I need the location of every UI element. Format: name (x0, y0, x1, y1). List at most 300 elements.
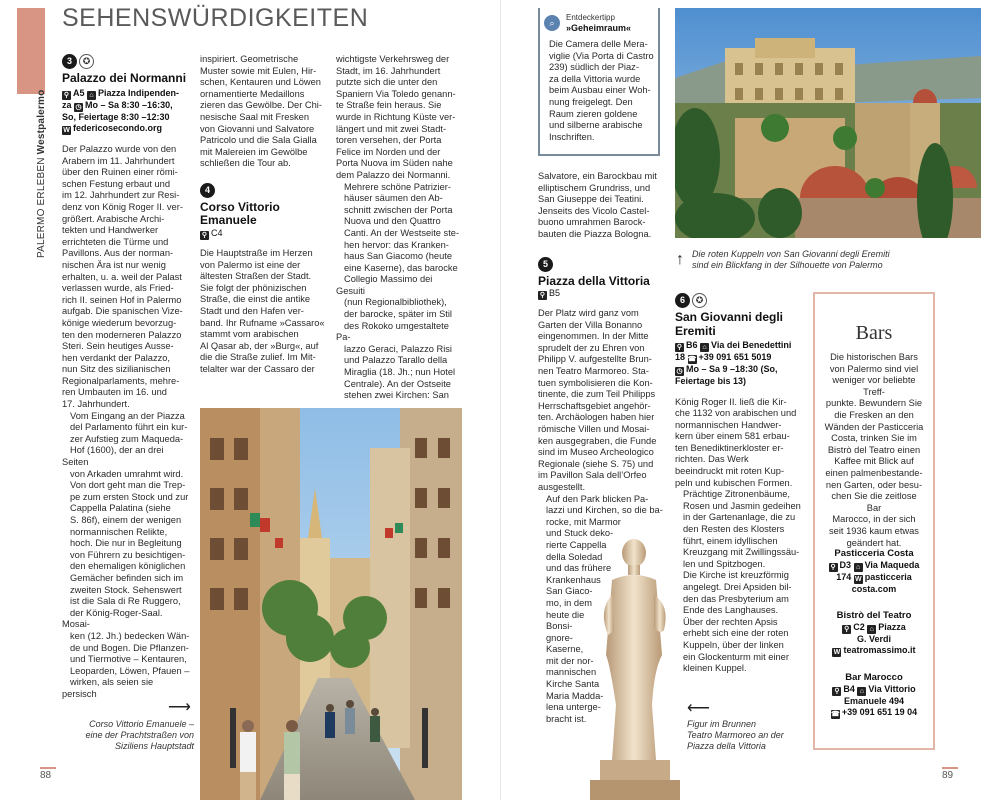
entry-number-badge: 6 (675, 293, 690, 308)
address-number: 18 (675, 352, 686, 362)
text-line: Die Hauptstraße im Herzen (200, 247, 313, 258)
text-line: erhalten, u. a. weil der Palast (62, 271, 182, 282)
highlight-star-icon: ✪ (692, 293, 707, 308)
text-line: telalter war der Cassaro der (200, 363, 315, 374)
text-line: geändert hat. (846, 537, 902, 548)
text-line: 239) südlich der Piaz- (549, 62, 639, 73)
bar-name: Pasticceria Costa (834, 548, 914, 559)
map-code: B4 (843, 683, 855, 694)
arrow-right-icon: ⟶ (168, 699, 191, 716)
map-pin-icon: ⚲ (834, 687, 840, 695)
opening-hours-weekend: So, Feiertage 8:30 –12:30 (62, 111, 170, 122)
text-line: Canti. An der Westseite ste- (344, 227, 460, 238)
text-line: errichteten die Türme und (62, 236, 169, 247)
page-number: 88 (40, 770, 52, 781)
text-line: hen hervor: das Kranken- (344, 239, 449, 250)
text-line: häuser säumen den Ab- (344, 193, 443, 204)
map-code: D3 (839, 559, 852, 570)
text-block (538, 171, 664, 241)
text-line: denz von König Roger II. ver- (62, 201, 183, 212)
entry-4-title-line1: Corso Vittorio (200, 199, 280, 214)
text-line: über den Ruinen einer römi- (62, 167, 178, 178)
text-line: eine der Prachtstraßen von (85, 730, 194, 740)
text-line: Kreuzgang mit Zwillingssäu- (683, 547, 800, 558)
text-line: normannischen Relikte, (70, 526, 168, 537)
text-line: Sie folgt der phönizischen (200, 282, 307, 293)
entry-3-meta (62, 88, 190, 136)
text-line: Stadt und den Hafen ver- (200, 305, 304, 316)
text-line: pe zum ersten Stock und zur (70, 491, 189, 502)
text-line: kern über einem 581 erbau- (675, 431, 790, 442)
text-line: rierte Cappella (546, 539, 607, 550)
text-line: Inschriften. (549, 131, 595, 142)
text-line: haus San Giacomo (heute (344, 251, 453, 262)
clock-icon: ◷ (75, 103, 82, 111)
text-line: sind ein Blickfang in der Silhouette von Palermo (692, 260, 883, 270)
text-line: nesische Saal mit Fresken (200, 111, 310, 122)
entry-3-body (62, 144, 190, 701)
entry-4-meta (200, 228, 326, 240)
address-text: Via dei Benedettini (711, 340, 792, 350)
map-code: B6 (686, 340, 698, 350)
text-line: Auf den Park blicken Pa- (546, 493, 649, 504)
text-block (538, 308, 664, 494)
map-code: B5 (549, 288, 561, 299)
column-5 (675, 293, 805, 675)
text-line: und Stuck deko- (546, 528, 614, 539)
text-line: Gemächer befinden sich im (70, 572, 184, 583)
entry-4-header (200, 183, 326, 198)
text-line: mit der nor- (546, 655, 594, 666)
text-line: Porta Nuova im Süden nahe (336, 158, 453, 169)
text-line: viglie (Via Porta di Castro (549, 50, 654, 61)
text-line: bracht ist. (546, 713, 587, 724)
text-line: Der Platz wird ganz vom (538, 308, 639, 319)
text-line: punkte. Bewundern Sie (825, 398, 923, 409)
text-line: band. Ihr Rufname »Cassaro« (200, 317, 325, 328)
website-link-cont[interactable]: costa.com (851, 583, 897, 594)
text-line: bauten die Piazza Bologna. (538, 228, 652, 239)
text-line: schen, Kentauren und Löwen (200, 77, 321, 88)
text-line: mannischen (546, 667, 597, 678)
column-3 (336, 54, 462, 402)
text-line: Prächtige Zitronenbäume, (683, 489, 790, 500)
location-icon: ⌂ (700, 343, 709, 352)
address-text-cont: za (62, 99, 72, 110)
column-1 (62, 54, 190, 701)
address-text-cont: G. Verdi (856, 633, 891, 644)
text-block (336, 182, 462, 402)
text-line: toren versehen, der Porta (336, 135, 442, 146)
magnifier-icon: ⌕ (544, 15, 560, 31)
highlight-star-icon: ✪ (79, 54, 94, 69)
text-line: ist die Sala di Re Ruggero, (70, 596, 181, 607)
marble-statue-figure (582, 535, 682, 800)
text-line: wurde in Richtung Küste ver- (336, 111, 456, 122)
entry-6-meta (675, 340, 805, 388)
text-line: ornamentierte Medaillons (200, 88, 305, 99)
entry-3-title: Palazzo dei Normanni (62, 71, 187, 85)
text-line: che 1132 von arabischen und (675, 408, 797, 419)
text-line: len und Spitzbogen. (683, 558, 766, 569)
map-pin-icon: ⚲ (844, 625, 850, 633)
text-line: dem Palazzo dei Normanni. (336, 169, 451, 180)
text-line: schen Festung erbaut und (62, 178, 171, 189)
text-line: elliptischem Grundriss, und (538, 182, 651, 193)
text-line: Bonsi- (546, 621, 573, 632)
text-line: schließen die Tour ab. (200, 158, 291, 169)
map-code: C2 (853, 621, 865, 632)
clock-icon: ◷ (676, 368, 683, 375)
column-2 (200, 54, 326, 375)
tip-title: »Geheimraum« (566, 23, 632, 33)
text-line: Costa, trinken Sie im (831, 433, 917, 444)
text-line: ten den moderneren Palazzo (62, 329, 182, 340)
text-line: Vom Eingang an der Piazza (70, 410, 185, 421)
text-line: Collegio Massimo dei Gesuiti (336, 274, 433, 296)
tip-text (549, 39, 657, 143)
bars-title: Bars (855, 322, 893, 344)
text-line: ren Umbauten im 16. und (62, 387, 167, 398)
text-line: im Pavillon Sala dell’Orfeo (538, 470, 647, 481)
phone-icon: ☎ (687, 356, 697, 363)
address-number: 174 (836, 571, 852, 582)
side-label-light: PALERMO ERLEBEN (36, 157, 47, 258)
text-line: führt, einem idyllischen (683, 535, 778, 546)
website-link[interactable]: pasticceria (864, 571, 912, 582)
entry-6-title-line1: San Giovanni degli (675, 310, 784, 324)
text-line: Bistrò del Teatro einen (827, 444, 921, 455)
text-line: ten. Archäologen haben hier (538, 412, 655, 423)
text-line: Teatro Marmoreo an der (687, 730, 784, 740)
text-line: Figur im Brunnen (687, 719, 757, 729)
text-line: del Parlamento führt ein kur- (70, 422, 188, 433)
text-line: lazzo Geraci, Palazzo Risi (344, 343, 452, 354)
text-line: tekten und Handwerker (62, 225, 159, 236)
bar-entry-bar-marocco (820, 672, 928, 719)
text-line: von Arkaden umrahmt wird. (70, 468, 184, 479)
text-line: in der Gartenanlage, die zu (683, 512, 796, 523)
text-line: Der Palazzo wurde von den (62, 144, 177, 154)
text-line: della Soledad (546, 551, 603, 562)
text-line: inspiriert. Geometrische (200, 54, 299, 64)
text-line: angelegt. Drei Apsiden bil- (683, 582, 792, 592)
entry-6-header (675, 293, 805, 308)
text-line: Garten der Villa Bonanno (538, 319, 643, 330)
text-line: des Rokoko umgestaltete Pa- (336, 320, 449, 343)
map-code: C4 (211, 227, 223, 238)
text-block (200, 248, 326, 376)
text-line: lena unterge- (546, 702, 601, 713)
text-line: Centrale). An der Ostseite (344, 378, 451, 389)
map-pin-icon: ⚲ (830, 563, 836, 571)
text-line: ältesten Straßen der Stadt. (200, 271, 312, 282)
bar-entry-bistro-del-teatro (820, 610, 928, 657)
text-line: tinente, die zum Teil Philipps (538, 389, 656, 400)
opening-hours-holidays: Feiertage bis 13) (675, 376, 747, 386)
text-line: mit Malereien im Gewölbe (200, 146, 308, 157)
text-line: Maria Madda- (546, 690, 604, 701)
entry-4-body (200, 248, 326, 376)
entry-6-title (675, 311, 805, 338)
text-line: Hof (1600), der an drei Seiten (62, 445, 164, 468)
text-line: und Tiermotive – Kentauren, (70, 654, 187, 665)
text-block (200, 54, 326, 170)
address-text: Piazza (878, 621, 906, 632)
text-line: der barocke, später im Stil (344, 309, 452, 320)
text-line: Al Qasar ab, der »Burg«, auf (200, 340, 319, 351)
text-line: zieren das Gewölbe. Der Chi- (200, 100, 322, 111)
arrow-left-icon: ⟵ (687, 700, 710, 717)
text-line: wichtigste Verkehrsweg der (336, 54, 450, 64)
text-line: nischen Ära ist nur wenig (62, 259, 166, 270)
text-line: Raum zieren goldene (549, 108, 638, 119)
text-line: rich II. seinen Hof in Palermo (62, 294, 182, 305)
text-line: stammt vom arabischen (200, 329, 299, 340)
text-line: Kirche Santa (546, 679, 600, 690)
web-icon: W (854, 575, 862, 583)
entry-number-badge: 5 (538, 257, 553, 272)
tip-kicker: Entdeckertipp (566, 13, 615, 22)
text-line: heute die (546, 609, 585, 620)
phone-icon: ☎ (830, 711, 840, 718)
text-line: tuen symbolisieren die Kon- (538, 377, 653, 388)
text-line: von Führern zu besichtigen- (70, 549, 186, 560)
text-line: die die Straße zulief. Im Mit- (200, 352, 316, 363)
text-line: Philipp V. aufgestellte Brun- (538, 354, 652, 365)
text-line: den das Presbyterium am (683, 593, 789, 604)
text-line: hoch. Die nur in Begleitung (70, 538, 182, 549)
text-block (692, 249, 952, 271)
text-line: könige wiederum bevorzug- (62, 317, 177, 328)
entry-3-header (62, 54, 190, 69)
entry-5-title: Piazza della Vittoria (538, 273, 650, 288)
text-line: mo, in dem (546, 597, 592, 608)
page-number-accent (942, 767, 958, 769)
bar-entry-pasticceria-costa (820, 548, 928, 595)
text-line: nung freigelegt. Den (549, 96, 633, 107)
text-line: Über der rechten Apsis (683, 616, 778, 627)
text-block (549, 39, 657, 143)
text-line: im 12. Jahrhundert zur Resi- (62, 190, 180, 201)
text-line: verlassen wurde, als Fried- (62, 283, 174, 294)
text-line: schnitt zwischen der Porta (344, 204, 453, 215)
page-number: 89 (942, 770, 954, 781)
text-line: von Giovanni und Salvatore (200, 123, 315, 134)
text-line: gnore- (546, 632, 573, 643)
text-block (66, 719, 194, 752)
text-line: ken (12. Jh.) bedecken Wän- (70, 630, 190, 641)
location-icon: ⌂ (867, 625, 876, 634)
website-link[interactable]: federicosecondo.org (73, 123, 163, 133)
map-pin-icon: ⚲ (676, 344, 683, 351)
text-line: Jenseits des Vicolo Castel- (538, 205, 650, 216)
text-line: von Palermo ist eine der (200, 259, 301, 270)
text-line: von Palermo sind viel (829, 363, 919, 374)
text-line: Piazza della Vittoria (687, 741, 766, 751)
text-line: beeindruckt mit roten Kup- (675, 466, 785, 477)
text-line: rocke, mit Marmor (546, 516, 621, 527)
text-line: za della Vittoria wurde (549, 73, 641, 84)
map-code: A5 (73, 87, 85, 98)
text-line: Kaserne, (546, 644, 584, 655)
text-line: einen palmenbestande- (825, 467, 923, 478)
entry-6-title-line2: Eremiti (675, 323, 716, 338)
san-giovanni-domes-photo (675, 8, 981, 238)
opening-hours: Mo – Sa 8:30 –16:30, (85, 99, 173, 110)
text-line: König Roger II. ließ die Kir- (675, 396, 787, 407)
text-line: peln und kubischen Formen. (675, 477, 793, 488)
text-line: Cappella Palatina (siehe (70, 503, 171, 514)
text-line: de und Bogen. Die Pflanzen- (70, 642, 189, 653)
text-line: Stadt, im 16. Jahrhundert (336, 65, 441, 76)
discovery-tip-box-edge (657, 8, 660, 156)
text-line: S. 86f), einem der wenigen (70, 515, 182, 525)
text-line: San Giuseppe dei Teatini. (538, 194, 644, 205)
text-line: Spaniern Via Toledo genann- (336, 88, 456, 99)
address-text-cont: Emanuele 494 (843, 695, 905, 706)
text-line: den ehemaligen königlichen (70, 561, 186, 572)
side-chapter-label (36, 90, 47, 258)
domes-photo-caption (692, 249, 952, 271)
text-line: Krankenhaus (546, 574, 601, 585)
text-block (62, 411, 190, 701)
text-block (823, 352, 925, 549)
web-icon: W (63, 127, 70, 134)
website-link[interactable]: teatromassimo.it (843, 645, 916, 655)
text-line: Felice im Norden und der (336, 146, 441, 157)
address-text: Via Maqueda (864, 559, 920, 570)
address-text: Via Vittorio (868, 683, 916, 694)
text-line: Von dort geht man die Trep- (70, 480, 186, 491)
corso-vittorio-emanuele-photo (200, 408, 462, 800)
location-icon: ⌂ (854, 563, 863, 572)
text-block (675, 570, 805, 674)
text-line: chen Sie die zeitlose Bar (831, 491, 917, 513)
text-line: Regionalparlaments, mehre- (62, 375, 180, 386)
text-line: sind im Museo Archeologico (538, 447, 654, 458)
text-line: Ende des Langhauses. (683, 605, 779, 616)
text-block (62, 144, 190, 411)
text-line: Die roten Kuppeln von San Giovanni degli Eremiti (692, 249, 890, 259)
text-line: Leoparden, Löwen, Pfauen – (70, 665, 190, 676)
text-line: Steri. Sein heutiges Ausse- (62, 341, 174, 352)
text-line: San Giaco- (546, 586, 593, 597)
text-line: zweiten Stock. Sehenswert (70, 584, 182, 595)
text-line: Rosen und Jasmin gedeihen (683, 500, 801, 511)
text-line: putzte sich die unter den (336, 77, 438, 88)
text-line: nen Garten, oder besu- (825, 479, 923, 490)
text-line: ein Glockenturm mit einer (683, 651, 789, 662)
entry-6-body (675, 397, 805, 675)
text-line: nun Sitz des sizilianischen (62, 364, 171, 375)
text-line: Die historischen Bars (830, 352, 918, 362)
web-icon: W (833, 649, 841, 656)
map-pin-icon: ⚲ (539, 292, 546, 300)
entry-number-badge: 4 (200, 183, 215, 198)
text-block (675, 397, 805, 490)
chapter-color-tab (17, 8, 45, 94)
text-line: ken ausgegraben, die Funde (538, 435, 657, 446)
text-line: Patricolo und die Sala Gialla (200, 135, 317, 146)
bar-name: Bar Marocco (845, 672, 903, 683)
section-heading: SEHENSWÜRDIGKEITEN (62, 4, 369, 32)
text-line: te Straße fein heraus. Sie (336, 100, 442, 111)
text-line: Kuppeln, über der linken (683, 639, 784, 650)
text-line: den Resten des Klosters (683, 524, 785, 535)
text-line: Die Kirche ist kreuzförmig (683, 570, 789, 581)
text-line: der König-Roger-Saal. Mosai- (62, 607, 163, 630)
text-line: Mehrere schöne Patrizier- (344, 181, 451, 192)
photo-caption (66, 719, 194, 752)
text-block (336, 54, 462, 182)
text-block (687, 719, 807, 752)
text-line: stehen zwei Kirchen: San (344, 390, 449, 401)
entry-4-title (200, 201, 326, 228)
text-line: und silberne arabische (549, 120, 643, 131)
text-line: und Palazzo Tarallo della (344, 355, 448, 366)
map-pin-icon: ⚲ (63, 91, 70, 99)
text-line: eine Kaserne), das barocke (344, 262, 458, 273)
text-line: hen verdankt der Palazzo, (62, 352, 171, 363)
page-number-accent (40, 767, 56, 769)
text-line: römische Villen und Mosai- (538, 424, 650, 434)
entry-5-header (538, 257, 664, 272)
text-line: Wänden der Pasticceria (824, 421, 924, 432)
location-icon: ⌂ (87, 91, 96, 100)
text-line: Die Camera delle Mera- (549, 39, 648, 49)
arrow-up-icon: ↑ (676, 251, 684, 268)
text-line: wirken, als seien sie persisch (62, 677, 154, 699)
text-line: ten Benediktinerkloster er- (675, 442, 784, 453)
text-line: Regionale (siehe S. 75) und (538, 458, 654, 469)
text-line: beim Ausbau einer Woh- (549, 85, 651, 96)
text-line: Pavillons. Aus der norman- (62, 248, 174, 259)
entry-number-badge: 3 (62, 54, 77, 69)
address-text: Piazza Indipenden- (98, 87, 180, 98)
bars-intro (823, 352, 925, 549)
text-line: Siziliens Hauptstadt (114, 741, 194, 751)
text-line: normannischen Handwer- (675, 419, 782, 430)
text-line: seit 1936 kaum etwas (829, 525, 919, 536)
phone-number: +39 091 651 19 04 (841, 707, 918, 717)
map-pin-icon: ⚲ (201, 231, 208, 239)
location-icon: ⌂ (857, 687, 866, 696)
text-line: Arabern im 11. Jahrhundert (62, 155, 175, 166)
text-line: richten. Das Werk (675, 454, 749, 465)
text-line: lazzi und Kirchen, so die ba- (546, 505, 663, 516)
text-line: buono umrahmen Barock- (538, 217, 646, 228)
text-line: Miraglia (18. Jh.; nun Hotel (344, 367, 456, 378)
text-line: ausgestellt. (538, 481, 586, 492)
text-line: Salvatore, ein Barockbau mit (538, 171, 657, 181)
text-line: sprudelt der zu Ehren von (538, 342, 645, 353)
text-line: Straße, die einst die antike (200, 294, 311, 305)
text-line: die Fresken an den (834, 409, 914, 420)
text-line: Herrschaftsgebiet angehör- (538, 400, 651, 411)
text-block (675, 489, 805, 570)
opening-hours: Mo – Sa 9 –18:30 (So, (686, 364, 778, 374)
text-line: Marocco, in der sich (832, 514, 916, 525)
text-line: größert. Arabische Archi- (62, 213, 165, 224)
text-line: zer Aufstieg zum Maqueda- (70, 433, 184, 444)
text-line: Kaffee mit Blick auf (834, 456, 914, 467)
phone-number: +39 091 651 5019 (698, 352, 772, 362)
text-line: Muster sowie mit Eulen, Hir- (200, 65, 317, 76)
text-line: nen Teatro Marmoreo. Sta- (538, 366, 649, 377)
side-label-bold: Westpalermo (36, 89, 47, 155)
text-line: aufgab. Die spanischen Vize- (62, 306, 183, 317)
